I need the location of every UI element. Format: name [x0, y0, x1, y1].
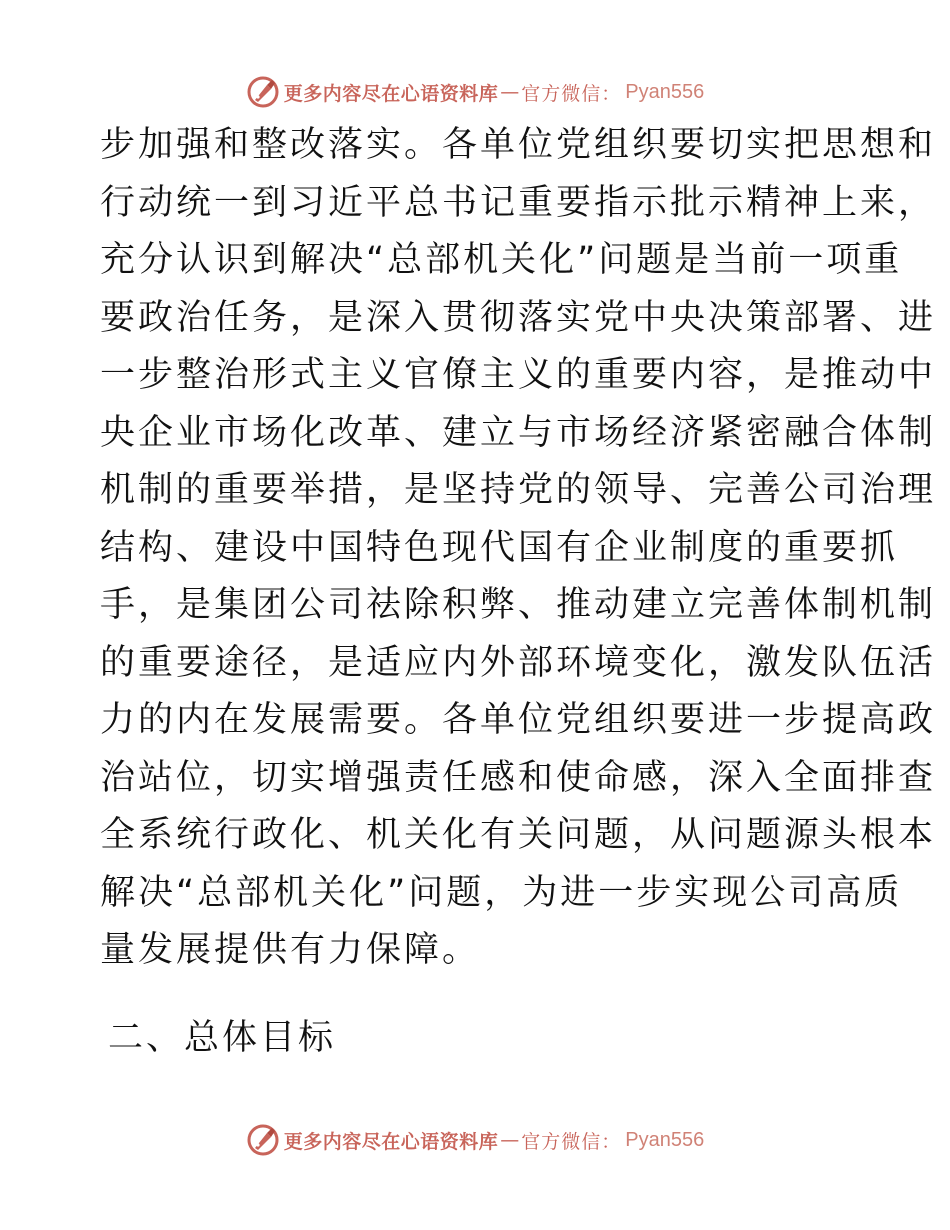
body-line: 机制的重要举措，是坚持党的领导、完善公司治理 — [100, 470, 937, 510]
body-line: 央企业市场化改革、建立与市场经济紧密融合体制 — [100, 412, 937, 453]
body-line: 手，是集团公司祛除积弊、推动建立完善体制机制 — [100, 585, 937, 625]
banner-wechat-label: 官方微信： — [521, 1130, 622, 1153]
banner-dash: — — [500, 81, 520, 103]
banner-main-text: 更多内容尽在心语资料库 — [283, 1130, 499, 1153]
banner-dash: — — [500, 1129, 520, 1151]
body-line: 全系统行政化、机关化有关问题，从问题源头根本 — [100, 815, 937, 855]
body-line: 结构、建设中国特色现代国有企业制度的重要抓 — [100, 527, 899, 568]
body-line: 解决“总部机关化”问题，为进一步实现公司高质 — [100, 872, 903, 913]
body-line: 要政治任务，是深入贯彻落实党中央决策部署、进 — [100, 297, 937, 338]
header-banner — [0, 72, 950, 112]
body-line: 步加强和整改落实。各单位党组织要切实把思想和 — [100, 125, 937, 165]
banner-wechat-id: Pyan556 — [625, 1128, 705, 1151]
banner-wechat-label: 官方微信： — [521, 82, 622, 105]
banner-main-text: 更多内容尽在心语资料库 — [283, 82, 499, 105]
body-line: 充分认识到解决“总部机关化”问题是当前一项重 — [100, 240, 903, 280]
footer-banner — [0, 1120, 950, 1160]
body-line: 治站位，切实增强责任感和使命感，深入全面排查 — [100, 757, 937, 798]
pen-nib-logo-icon — [246, 1123, 280, 1157]
body-line: 力的内在发展需要。各单位党组织要进一步提高政 — [100, 700, 937, 740]
body-line: 行动统一到习近平总书记重要指示批示精神上来， — [100, 182, 937, 223]
banner-wechat-id: Pyan556 — [625, 80, 705, 103]
section-heading: 二、总体目标 — [108, 1018, 337, 1058]
document-body — [100, 117, 937, 980]
body-line: 一步整治形式主义官僚主义的重要内容，是推动中 — [100, 355, 937, 395]
body-line: 的重要途径，是适应内外部环境变化，激发队伍活 — [100, 642, 937, 683]
body-line: 量发展提供有力保障。 — [100, 930, 481, 970]
pen-nib-logo-icon — [246, 75, 280, 109]
